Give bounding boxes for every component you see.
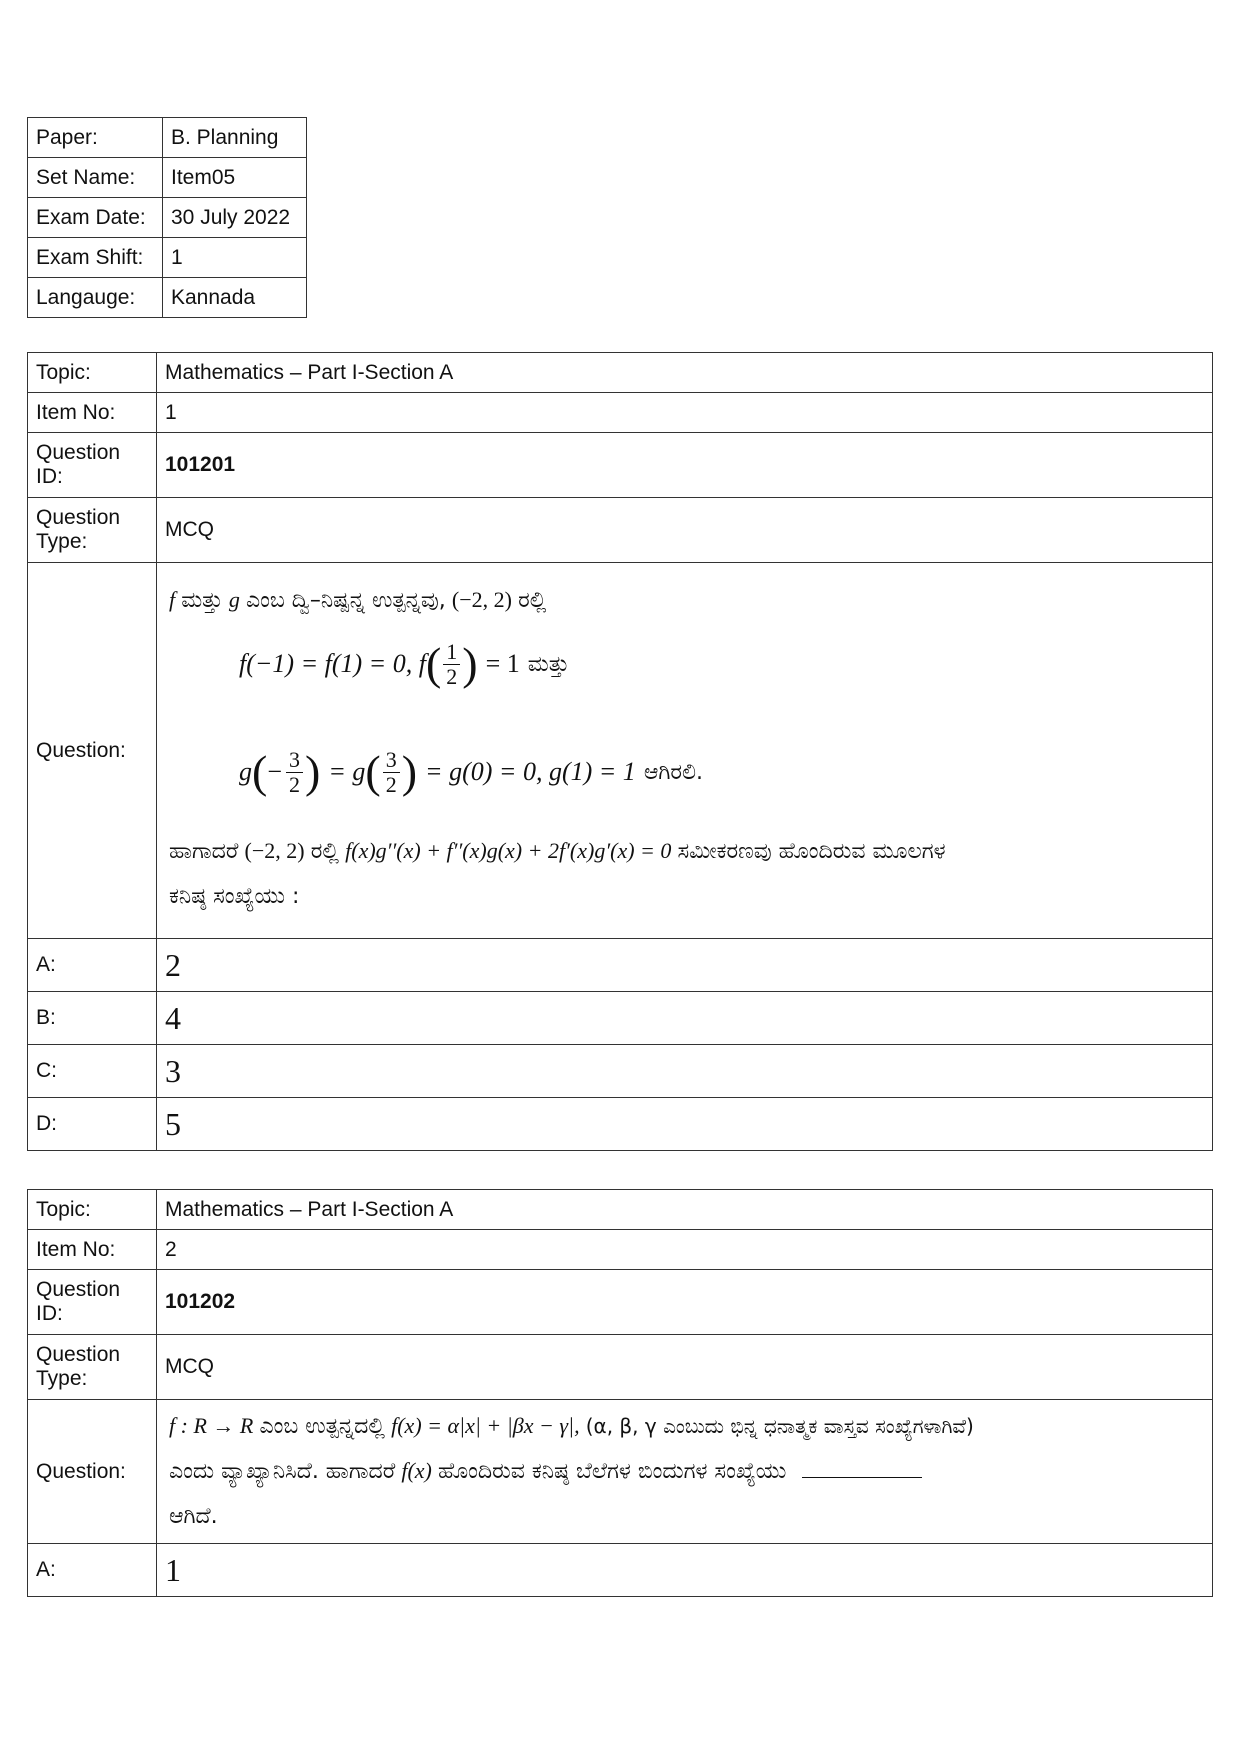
kannada-text: ಎಂಬ ದ್ವಿ–ನಿಷ್ಪನ್ನ ಉತ್ಪನ್ನವು, [245,588,446,613]
topic-label: Topic: [28,1190,157,1230]
question-line-1 [169,578,1200,623]
math-interval: (−2, 2) [244,838,305,863]
question-id-row [28,433,1213,498]
question-type-row [28,1335,1213,1400]
option-a-value: 2 [157,939,1213,992]
kannada-text: (α, β, γ ಎಂಬುದು ಭಿನ್ನ ಧನಾತ್ಮಕ ವಾಸ್ತವ ಸಂಖ್ಯೆಗಳಾಗಿವೆ) [585,1414,974,1438]
question-line-3 [169,1494,1200,1539]
kannada-text: ಆಗಿರಲಿ. [643,759,704,785]
meta-row-language [28,278,307,318]
answer-blank [802,1477,922,1478]
math-var: g [228,587,240,612]
topic-value: Mathematics – Part I-Section A [157,1190,1213,1230]
meta-label: Exam Date: [28,198,163,238]
item-no-label: Item No: [28,1230,157,1270]
item-no-row [28,1230,1213,1270]
fraction-denominator: 2 [385,771,397,797]
meta-label: Paper: [28,118,163,158]
fraction-denominator: 2 [446,663,458,689]
option-c-value: 3 [157,1045,1213,1098]
math-expression: = 1 [485,649,520,678]
meta-row-paper [28,118,307,158]
option-c-row [28,1045,1213,1098]
meta-value: 30 July 2022 [163,198,307,238]
question-line-2 [169,1449,1200,1494]
topic-label: Topic: [28,353,157,393]
equation-2: g ( − $\frac{3}{2}$ ) = g ( $\frac{3}{2}$ ) = g(0) = 0, g(1) = 1 ಆಗಿರಲಿ. [239,746,704,797]
option-d-value: 5 [157,1098,1213,1151]
math-var: f [169,587,176,612]
question-id-row [28,1270,1213,1335]
math-expression: f(x) = α|x| + |βx − γ|, [391,1413,580,1438]
kannada-text: ಎಂದು ವ್ಯಾಖ್ಯಾನಿಸಿದೆ. ಹಾಗಾದರೆ [169,1459,396,1484]
meta-label: Langauge: [28,278,163,318]
item-no-value: 1 [157,393,1213,433]
kannada-text: ಮತ್ತು [181,588,223,613]
math-interval: (−2, 2) [451,587,512,612]
math-expression: = g(0) = 0, g(1) = 1 [425,757,636,786]
fraction-denominator: 2 [289,771,300,797]
option-a-label: A: [28,939,157,992]
option-c-label: C: [28,1045,157,1098]
fraction [443,640,460,689]
item-no-value: 2 [157,1230,1213,1270]
meta-row-set-name [28,158,307,198]
fraction-numerator: 3 [286,748,303,773]
meta-label: Exam Shift: [28,238,163,278]
question-id-value: 101202 [157,1270,1213,1335]
question-line-3 [169,829,1200,874]
option-a-label: A: [28,1544,157,1597]
question-type-value: MCQ [157,1335,1213,1400]
question-body [157,563,1213,939]
math-var: g [239,757,252,786]
kannada-text: ರಲ್ಲಿ [518,588,547,613]
question-type-label: Question Type: [28,1335,157,1400]
meta-value: B. Planning [163,118,307,158]
math-expression: f(x) [401,1458,432,1483]
item-no-row [28,393,1213,433]
question-id-label: Question ID: [28,433,157,498]
option-b-row [28,992,1213,1045]
question-label: Question: [28,1400,157,1544]
kannada-text: ಮತ್ತು [527,651,570,677]
question-type-value: MCQ [157,498,1213,563]
topic-value: Mathematics – Part I-Section A [157,353,1213,393]
meta-value: Kannada [163,278,307,318]
meta-value: Item05 [163,158,307,198]
question-1-table [27,352,1213,1151]
math-expression: = g [328,757,366,786]
question-label: Question: [28,563,157,939]
kannada-text: ಸಮೀಕರಣವು ಹೊಂದಿರುವ ಮೂಲಗಳ [677,839,946,864]
equation-1: f(−1) = f(1) = 0, f ( $\frac{1}{2}$ ) = 1 ಮತ್ತು [239,638,570,689]
question-row [28,1400,1213,1544]
exam-meta-table [27,117,307,318]
question-line-1 [169,1404,1200,1449]
option-b-label: B: [28,992,157,1045]
option-d-row [28,1098,1213,1151]
kannada-text: ಹಾಗಾದರೆ [169,839,239,864]
math-expression: f : R → R [169,1413,254,1438]
item-no-label: Item No: [28,393,157,433]
question-2-table [27,1189,1213,1597]
meta-value: 1 [163,238,307,278]
option-a-row [28,939,1213,992]
option-d-label: D: [28,1098,157,1151]
question-row [28,563,1213,939]
question-line-4 [169,874,1200,919]
kannada-text: ಆಗಿದೆ. [169,1504,218,1529]
question-type-label: Question Type: [28,498,157,563]
option-b-value: 4 [157,992,1213,1045]
fraction [383,748,400,797]
question-id-value: 101201 [157,433,1213,498]
kannada-text: ಎಂಬ ಉತ್ಪನ್ನದಲ್ಲಿ [259,1414,385,1439]
question-type-row [28,498,1213,563]
kannada-text: ಹೊಂದಿರುವ ಕನಿಷ್ಠ ಬೆಲೆಗಳ ಬಿಂದುಗಳ ಸಂಖ್ಯೆಯು [438,1459,787,1484]
fraction-numerator: 1 [443,640,460,665]
kannada-text: ಕನಿಷ್ಠ ಸಂಖ್ಯೆಯು : [169,884,300,909]
fraction [286,748,303,797]
kannada-text: ರಲ್ಲಿ [310,839,340,864]
fraction-numerator: 3 [383,748,400,773]
option-a-value: 1 [157,1544,1213,1597]
question-id-label: Question ID: [28,1270,157,1335]
option-a-row [28,1544,1213,1597]
math-expression: f(x)g′′(x) + f′′(x)g(x) + 2f′(x)g′(x) = 0 [345,838,672,863]
topic-row [28,353,1213,393]
meta-label: Set Name: [28,158,163,198]
meta-row-exam-date [28,198,307,238]
question-body [157,1400,1213,1544]
topic-row [28,1190,1213,1230]
math-expression: f(−1) = f(1) = 0, f [239,649,426,678]
meta-row-exam-shift [28,238,307,278]
